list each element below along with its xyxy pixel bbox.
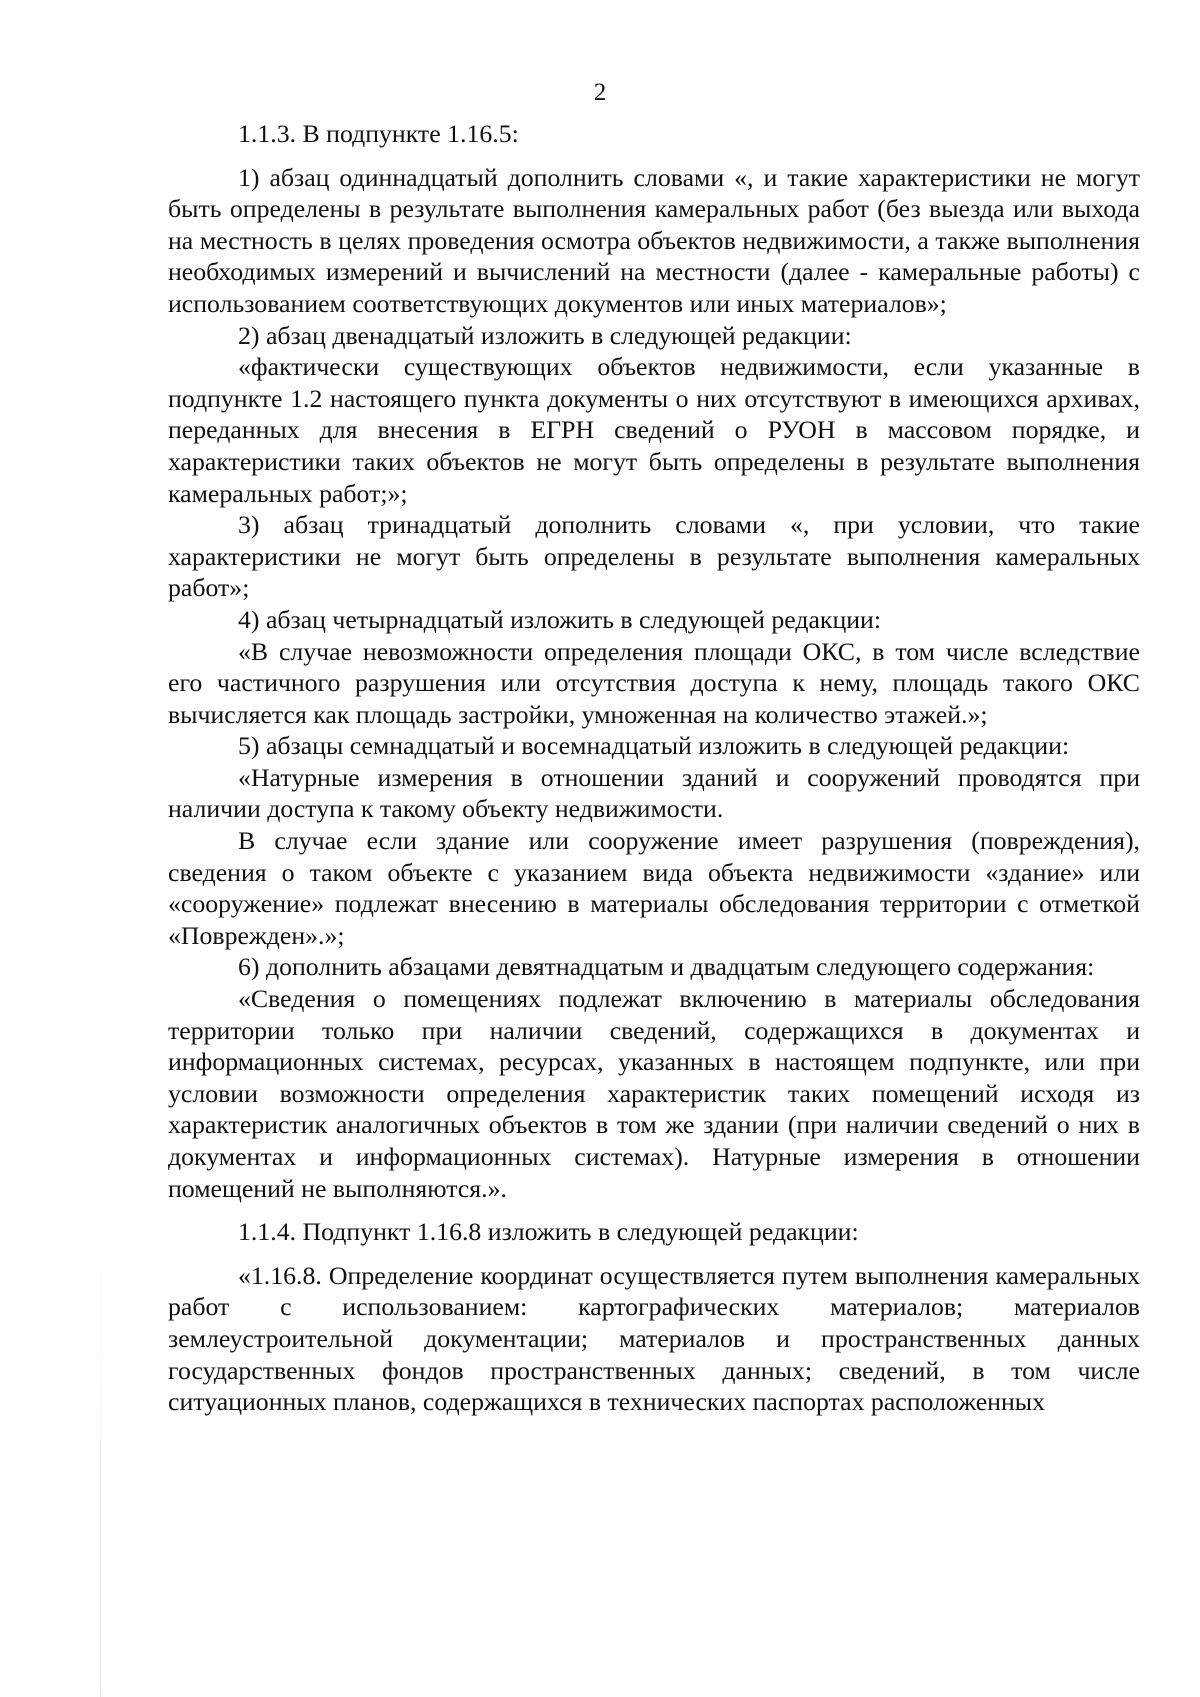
- paragraph-item-5: 5) абзацы семнадцатый и восемнадцатый изложить в следующей редакции:: [238, 731, 1070, 761]
- page-number: 2: [593, 79, 607, 106]
- paragraph-item-4: 4) абзац четырнадцатый изложить в следующей редакции:: [238, 604, 882, 634]
- paragraph-item-3: 3) абзац тринадцатый дополнить словами «, при условии, что такие характеристики не могут быть определены в результате выполнения камеральных работ»;: [168, 510, 1140, 603]
- paragraph-item-1: 1) абзац одиннадцатый дополнить словами «, и такие характеристики не могут быть определены в результате выполнения камеральных работ (без выезда или выхода на местность в целях проведения осмотра объектов недвижимости, а также выполнения необходимых измерений и вычислений на местности (далее - камеральные работы) с использованием соответствующих документов или иных материалов»;: [168, 162, 1140, 318]
- section-heading-1-1-3: 1.1.3. В подпункте 1.16.5:: [238, 119, 519, 148]
- scan-edge-shadow: [100, 1150, 101, 1697]
- paragraph-item-6: 6) дополнить абзацами девятнадцатым и двадцатым следующего содержания:: [238, 952, 1095, 982]
- paragraph-quote-5b: В случае если здание или сооружение имеет разрушения (повреждения), сведения о таком объекте с указанием вида объекта недвижимости «здание» или «сооружение» подлежат внесению в материалы обследования территории с отметкой «Поврежден».»;: [168, 826, 1140, 950]
- paragraph-quote-2: «фактически существующих объектов недвижимости, если указанные в подпункте 1.2 настоящего пункта документы о них отсутствуют в имеющихся архивах, переданных для внесения в ЕГРН сведений о РУОН в массовом порядке, и характеристики таких объектов не могут быть определены в результате выполнения камеральных работ;»;: [168, 352, 1140, 508]
- paragraph-quote-6: «Сведения о помещениях подлежат включению в материалы обследования территории только при наличии сведений, содержащихся в документах и информационных системах, ресурсах, указанных в настоящем подпункте, или при условии возможности определения характеристик таких помещений исходя из характеристик аналогичных объектов в том же здании (при наличии сведений о них в документах и информационных системах). Натурные измерения в отношении помещений не выполняются.».: [168, 984, 1140, 1203]
- paragraph-quote-5a: «Натурные измерения в отношении зданий и сооружений проводятся при наличии доступа к такому объекту недвижимости.: [168, 762, 1140, 824]
- paragraph-quote-1-16-8: «1.16.8. Определение координат осуществляется путем выполнения камеральных работ с использованием: картографических материалов; материалов землеустроительной документации; материалов и пространственных данных государственных фондов пространственных данных; сведений, в том числе ситуационных планов, содержащихся в технических паспортах расположенных: [168, 1260, 1140, 1417]
- paragraph-item-2: 2) абзац двенадцатый изложить в следующей редакции:: [238, 320, 852, 350]
- paragraph-quote-4: «В случае невозможности определения площади ОКС, в том числе вследствие его частичного разрушения или отсутствия доступа к нему, площадь такого ОКС вычисляется как площадь застройки, умноженная на количество этажей.»;: [168, 636, 1140, 729]
- document-body: [168, 118, 1140, 1418]
- section-heading-1-1-4: 1.1.4. Подпункт 1.16.8 изложить в следующей редакции:: [238, 1217, 859, 1247]
